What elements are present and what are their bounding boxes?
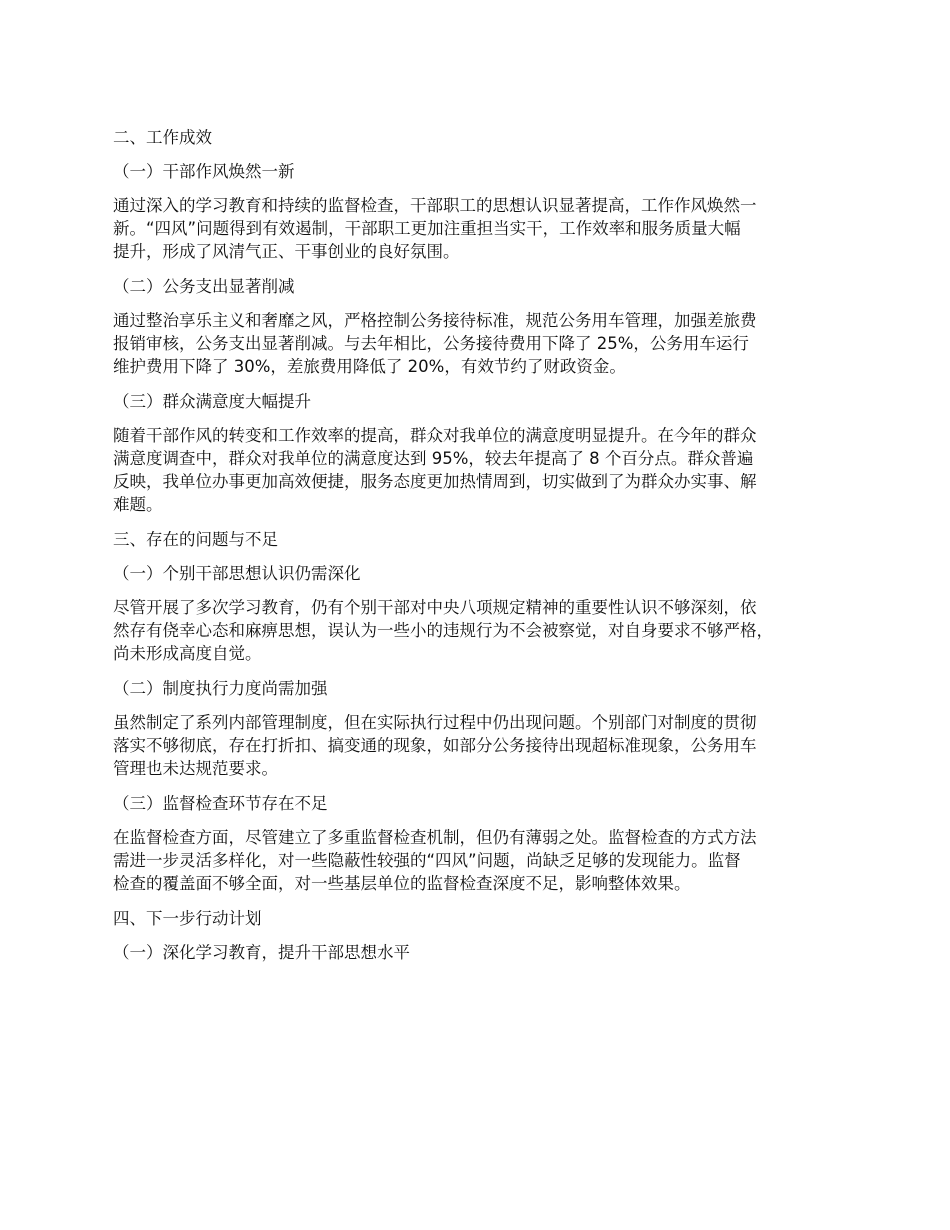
text-line: 在监督检查方面，尽管建立了多重监督检查机制，但仍有薄弱之处。监督检查的方式方法 [113, 828, 757, 847]
paragraph-supervision [113, 826, 858, 895]
text-line: 新。“四风”问题得到有效遏制，干部职工更加注重担当实干，工作效率和服务质量大幅 [113, 219, 741, 238]
text-line: （二）公务支出显著削减 [113, 277, 295, 296]
text-line: 检查的覆盖面不够全面，对一些基层单位的监督检查深度不足，影响整体效果。 [113, 874, 691, 893]
section-heading-next-steps [113, 907, 858, 930]
paragraph-satisfaction [113, 424, 858, 516]
subheading-expense-reduction [113, 275, 858, 298]
subheading-supervision [113, 792, 858, 815]
text-line: 虽然制定了系列内部管理制度，但在实际执行过程中仍出现问题。个别部门对制度的贯彻 [113, 713, 757, 732]
text-line: 维护费用下降了 30%，差旅费用降低了 20%，有效节约了财政资金。 [113, 357, 626, 376]
text-line: 尽管开展了多次学习教育，仍有个别干部对中央八项规定精神的重要性认识不够深刻，依 [113, 598, 757, 617]
paragraph-enforcement [113, 711, 858, 780]
text-line: 报销审核，公务支出显著削减。与去年相比，公务接待费用下降了 25%，公务用车运行 [113, 334, 749, 353]
subheading-satisfaction [113, 390, 858, 413]
subheading-deepen-study [113, 941, 858, 964]
text-line: 落实不够彻底，存在打折扣、搞变通的现象，如部分公务接待出现超标准现象，公务用车 [113, 736, 757, 755]
text-line: 满意度调查中，群众对我单位的满意度达到 95%，较去年提高了 8 个百分点。群众普遍 [113, 449, 754, 468]
text-line: 需进一步灵活多样化，对一些隐蔽性较强的“四风”问题，尚缺乏足够的发现能力。监督 [113, 851, 741, 870]
text-line: 四、下一步行动计划 [113, 909, 262, 928]
subheading-enforcement [113, 677, 858, 700]
text-line: 然存有侥幸心态和麻痹思想，误认为一些小的违规行为不会被察觉，对自身要求不够严格， [113, 621, 773, 640]
text-line: 提升，形成了风清气正、干事创业的良好氛围。 [113, 242, 460, 261]
section-heading-results [113, 126, 858, 149]
text-line: 随着干部作风的转变和工作效率的提高，群众对我单位的满意度明显提升。在今年的群众 [113, 426, 757, 445]
paragraph-cadre-style [113, 194, 858, 263]
text-line: 二、工作成效 [113, 128, 212, 147]
text-line: （一）干部作风焕然一新 [113, 162, 295, 181]
text-line: （三）监督检查环节存在不足 [113, 794, 328, 813]
subheading-awareness [113, 562, 858, 585]
text-line: 难题。 [113, 495, 163, 514]
subheading-cadre-style [113, 160, 858, 183]
text-line: （一）深化学习教育，提升干部思想水平 [113, 943, 410, 962]
text-line: 通过深入的学习教育和持续的监督检查，干部职工的思想认识显著提高，工作作风焕然一 [113, 196, 757, 215]
text-line: 三、存在的问题与不足 [113, 530, 278, 549]
document-body [113, 126, 858, 975]
text-line: （一）个别干部思想认识仍需深化 [113, 564, 361, 583]
text-line: 反映，我单位办事更加高效便捷，服务态度更加热情周到，切实做到了为群众办实事、解 [113, 472, 757, 491]
text-line: 通过整治享乐主义和奢靡之风，严格控制公务接待标准，规范公务用车管理，加强差旅费 [113, 311, 757, 330]
paragraph-expense-reduction [113, 309, 858, 378]
text-line: 管理也未达规范要求。 [113, 759, 278, 778]
text-line: （二）制度执行力度尚需加强 [113, 679, 328, 698]
text-line: 尚未形成高度自觉。 [113, 644, 262, 663]
text-line: （三）群众满意度大幅提升 [113, 392, 311, 411]
section-heading-problems [113, 528, 858, 551]
paragraph-awareness [113, 596, 858, 665]
